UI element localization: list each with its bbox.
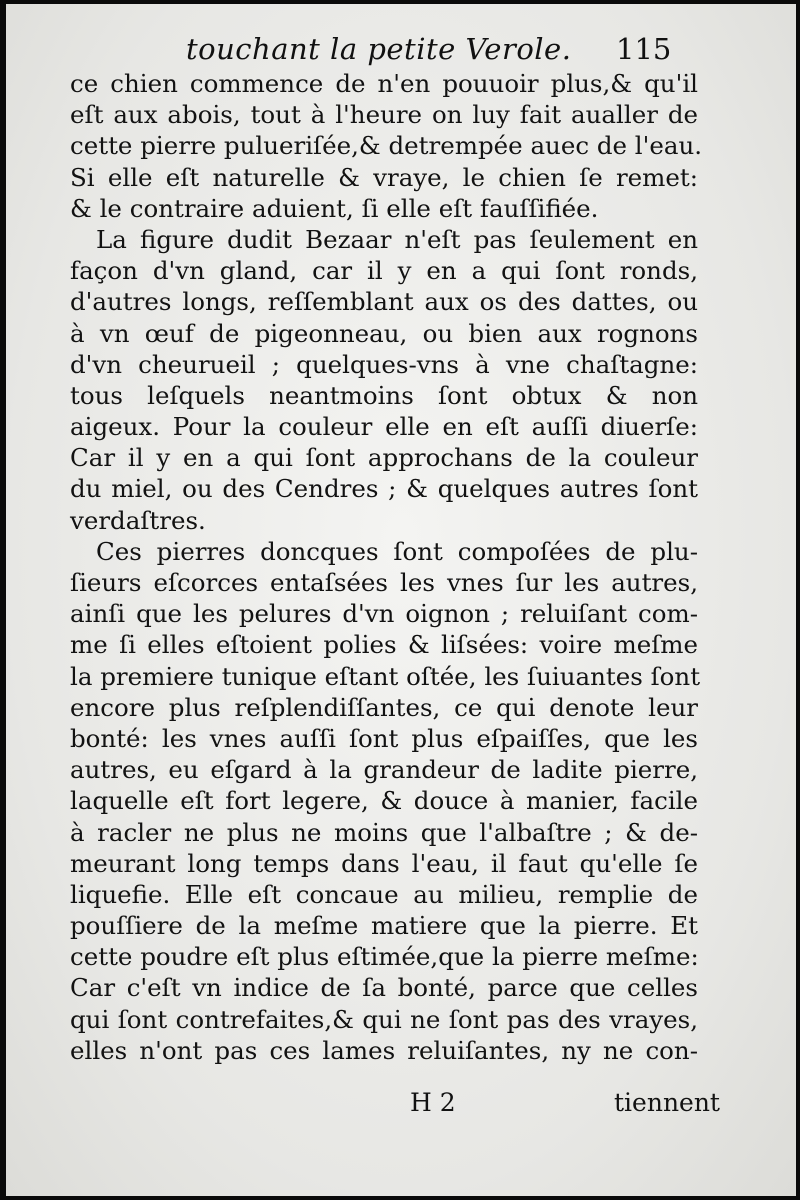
text-line: autres, eu eſgard à la grandeur de ladite pierre, [70,755,698,785]
catchword: tiennent [614,1088,720,1117]
signature-mark: H 2 [410,1088,456,1117]
page-number: 115 [616,32,672,66]
text-line: ſieurs eſcorces entaſsées les vnes ſur les autres, [70,568,698,597]
text-line: liquefie. Elle eſt concaue au milieu, remplie de [70,879,698,909]
text-line: laquelle eſt fort legere, & douce à manier, facile [70,786,698,816]
text-line: ce chien commence de n'en pouuoir plus,& qu'il [70,69,698,98]
text-line: du miel, ou des Cendres ; & quelques autres ſont [70,474,698,504]
running-title: touchant la petite Verole. [186,32,572,66]
text-line: encore plus reſplendiſſantes, ce qui denote leur [70,692,698,722]
text-line: aigeux. Pour la couleur elle en eſt auſſi diuerſe: [70,412,698,442]
page-header [6,32,796,72]
text-line: & le contraire aduient, ſi elle eſt fauſſifiée. [70,193,599,223]
text-line: cette poudre eſt plus eſtimée,que la pierre meſme: [70,942,699,972]
text-line: la premiere tunique eſtant oſtée, les ſuiuantes ſont [70,661,701,691]
book-page [6,4,796,1196]
text-line: tous leſquels neantmoins ſont obtux & non [70,380,698,410]
text-line: Ces pierres doncques ſont compoſées de plu- [96,536,698,566]
text-line: me ſi elles eſtoient polies & liſsées: voire meſme [70,630,698,660]
text-line: La figure dudit Bezaar n'eſt pas ſeulement en [96,224,698,254]
text-line: qui ſont contrefaites,& qui ne ſont pas des vrayes, [70,1004,698,1034]
text-line: Car il y en a qui ſont approchans de la couleur [70,443,698,473]
text-line: elles n'ont pas ces lames reluiſantes, ny ne con- [70,1035,698,1065]
text-line: bonté: les vnes auſſi ſont plus eſpaiſſes, que les [70,723,698,753]
body-text [70,68,703,1066]
text-line: Car c'eſt vn indice de ſa bonté, parce que celles [70,973,698,1003]
text-line: d'autres longs, reſſemblant aux os des dattes, ou [70,287,698,317]
text-line: façon d'vn gland, car il y en a qui ſont ronds, [70,256,698,286]
text-line: ainſi que les pelures d'vn oignon ; reluiſant com- [70,599,698,629]
text-line: à racler ne plus ne moins que l'albaſtre ; & de- [70,817,698,847]
text-line: à vn œuf de pigeonneau, ou bien aux rognons [70,318,698,348]
page-footer [6,1088,796,1128]
text-line: Si elle eſt naturelle & vraye, le chien ſe remet: [70,162,698,192]
text-line: d'vn cheurueil ; quelques-vns à vne chaſtagne: [70,349,698,379]
text-line: eſt aux abois, tout à l'heure on luy fait aualler de [70,100,698,130]
text-line: cette pierre pulueriſée,& detrempée auec de l'eau. [70,131,703,161]
text-line: meurant long temps dans l'eau, il faut qu'elle ſe [70,848,698,878]
text-line: verdaſtres. [70,505,206,535]
text-line: pouſſiere de la meſme matiere que la pierre. Et [70,911,698,941]
